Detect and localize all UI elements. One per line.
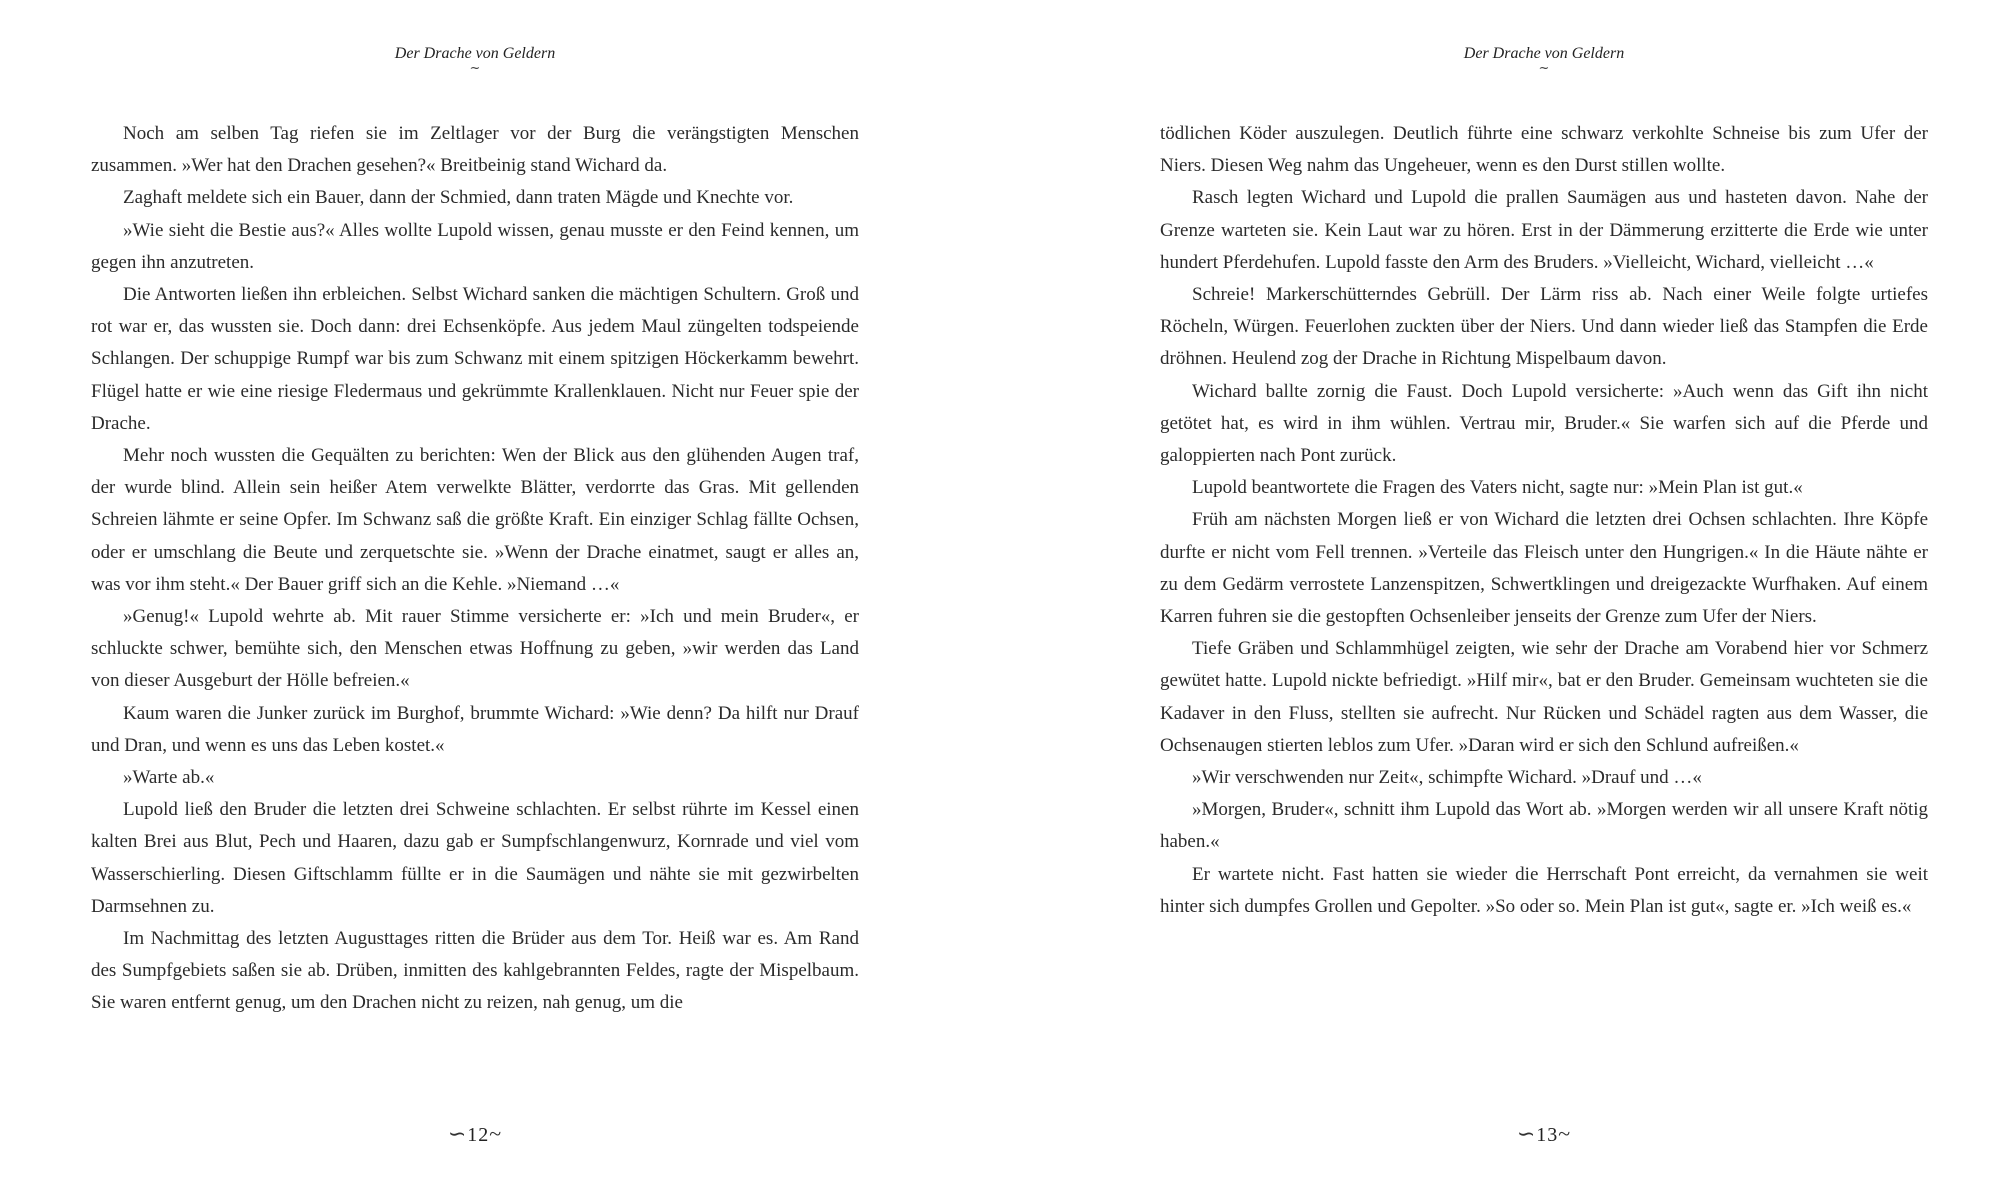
running-head: Der Drache von Geldern [1463,45,1625,62]
paragraph: Tiefe Gräben und Schlammhügel zeigten, wie sehr der Drache am Vorabend hier vor Schmerz gewütet hatte. Lupold nickte befriedigt. »Hilf mir«, bat er den Bruder. Gemeinsam wuchteten sie die Kadaver in den Fluss, stellten sie aufrecht. Nur Rücken und Schädel ragten aus dem Wasser, die Ochsenaugen stierten leblos zum Ufer. »Daran wird er sich den Schlund aufreißen.« [1160,638,1928,756]
head-ornament-icon: ~ [469,61,481,76]
paragraph: Im Nachmittag des letzten Augusttages ritten die Brüder aus dem Tor. Heiß war es. Am Rand des Sumpfgebiets saßen sie ab. Drüben, inmitten des kahlgebrannten Feldes, ragte der Mispelbaum. Sie waren entfernt genug, um den Drachen nicht zu reizen, nah genug, um die [91,928,859,1014]
paragraph: Noch am selben Tag riefen sie im Zeltlager vor der Burg die verängstigten Menschen zusammen. »Wer hat den Drachen gesehen?« Breitbeinig stand Wichard da. [91,123,859,177]
page-number [91,1122,859,1147]
paragraph: Schreie! Markerschütterndes Gebrüll. Der Lärm riss ab. Nach einer Weile folgte urtiefes Röcheln, Würgen. Feuerlohen zuckten über der Niers. Und dann wieder ließ das Stampfen die Erde dröhnen. Heulend zog der Drache in Richtung Mispelbaum davon. [1160,284,1928,370]
paragraph: »Warte ab.« [123,767,215,789]
page-number-value: 13 [1536,1124,1559,1146]
paragraph: tödlichen Köder auszulegen. Deutlich führte eine schwarz verkohlte Schneise bis zum Ufer der Niers. Diesen Weg nahm das Ungeheuer, wenn es den Durst stillen wollte. [1160,123,1928,177]
folio-swash-right-icon: ~ [1558,1121,1572,1146]
paragraph: »Wie sieht die Bestie aus?« Alles wollte Lupold wissen, genau musste er den Feind kennen, um gegen ihn anzutreten. [91,219,859,273]
paragraph: Er wartete nicht. Fast hatten sie wieder die Herrschaft Pont erreicht, da vernahmen sie weit hinter sich dumpfes Grollen und Gepolter. »So oder so. Mein Plan ist gut«, sagte er. »Ich weiß es.« [1160,863,1928,917]
head-ornament-icon: ~ [1538,61,1550,76]
left-page [91,0,859,1200]
paragraph: »Morgen, Bruder«, schnitt ihm Lupold das Wort ab. »Morgen werden wir all unsere Kraft nötig haben.« [1160,799,1928,853]
paragraph: Lupold ließ den Bruder die letzten drei Schweine schlachten. Er selbst rührte im Kessel einen kalten Brei aus Blut, Pech und Haaren, dazu gab er Sumpfschlangenwurz, Kornrade und viel vom Wasserschierling. Diesen Giftschlamm füllte er in die Saumägen und nähte sie mit gezwirbelten Darmsehnen zu. [91,799,859,917]
folio-swash-left-icon: ∽ [447,1121,468,1146]
paragraph: Die Antworten ließen ihn erbleichen. Selbst Wichard sanken die mächtigen Schultern. Groß und rot war er, das wussten sie. Doch dann: drei Echsenköpfe. Aus jedem Maul züngelten todspeiende Schlangen. Der schuppige Rumpf war bis zum Schwanz mit einem spitzigen Höckerkamm bewehrt. Flügel hatte er wie eine riesige Fledermaus und gekrümmte Krallenklauen. Nicht nur Feuer spie der Drache. [91,284,859,434]
running-head: Der Drache von Geldern [394,45,556,62]
folio-swash-right-icon: ~ [489,1121,503,1146]
body-text [1160,118,1928,923]
page-number-value: 12 [467,1124,490,1146]
page-number [1160,1122,1928,1147]
paragraph: »Wir verschwenden nur Zeit«, schimpfte Wichard. »Drauf und …« [1192,767,1702,789]
paragraph: Rasch legten Wichard und Lupold die prallen Saumägen aus und hasteten davon. Nahe der Grenze warteten sie. Kein Laut war zu hören. Erst in der Dämmerung erzitterte die Erde wie unter hundert Pferdehufen. Lupold fasste den Arm des Bruders. »Vielleicht, Wichard, vielleicht …« [1160,187,1928,273]
paragraph: Zaghaft meldete sich ein Bauer, dann der Schmied, dann traten Mägde und Knechte vor. [123,187,794,209]
right-page [1160,0,1928,1200]
paragraph: Mehr noch wussten die Gequälten zu berichten: Wen der Blick aus den glühenden Augen traf, der wurde blind. Allein sein heißer Atem verwelkte Blätter, verdorrte das Gras. Mit gellenden Schreien lähmte er seine Opfer. Im Schwanz saß die größte Kraft. Ein einziger Schlag fällte Ochsen, oder er umschlang die Beute und zerquetschte sie. »Wenn der Drache einatmet, saugt er alles an, was vor ihm steht.« Der Bauer griff sich an die Kehle. »Niemand …« [91,445,859,595]
folio-swash-left-icon: ∽ [1516,1121,1537,1146]
paragraph: Wichard ballte zornig die Faust. Doch Lupold versicherte: »Auch wenn das Gift ihn nicht getötet hat, es wird in ihm wühlen. Vertrau mir, Bruder.« Sie warfen sich auf die Pferde und galoppierten nach Pont zurück. [1160,380,1928,467]
paragraph: »Genug!« Lupold wehrte ab. Mit rauer Stimme versicherte er: »Ich und mein Bruder«, er schluckte schwer, bemühte sich, den Menschen etwas Hoffnung zu geben, »wir werden das Land von dieser Ausgeburt der Hölle befreien.« [91,606,859,692]
paragraph: Früh am nächsten Morgen ließ er von Wichard die letzten drei Ochsen schlachten. Ihre Köpfe durfte er nicht vom Fell trennen. »Verteile das Fleisch unter den Hungrigen.« In die Häute nähte er zu dem Gedärm verrostete Lanzenspitzen, Schwertklingen und dreigezackte Wurfhaken. Auf einem Karren fuhren sie die gestopften Ochsenleiber jenseits der Grenze zum Ufer der Niers. [1160,509,1928,628]
body-text [91,118,859,1020]
paragraph: Lupold beantwortete die Fragen des Vaters nicht, sagte nur: »Mein Plan ist gut.« [1192,477,1803,499]
paragraph: Kaum waren die Junker zurück im Burghof, brummte Wichard: »Wie denn? Da hilft nur Drauf und Dran, und wenn es uns das Leben kostet.« [91,702,859,756]
